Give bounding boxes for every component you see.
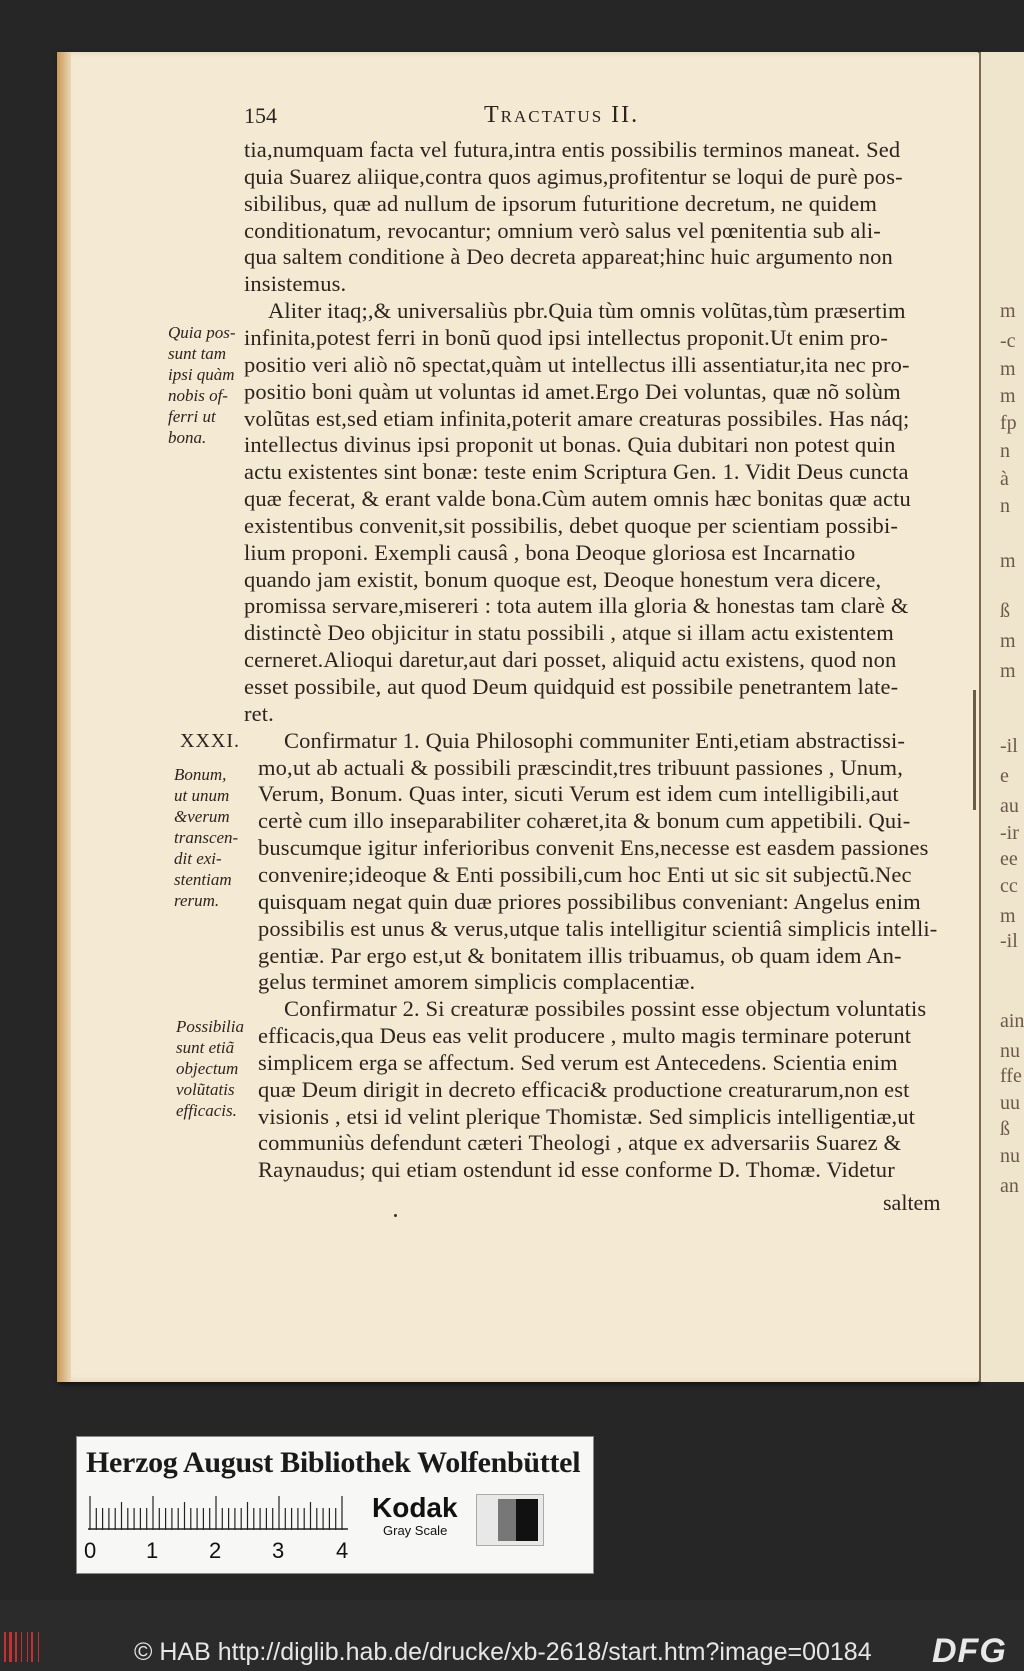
text-line: buscumque igitur inferioribus convenit Ens,necesse est easdem passiones xyxy=(258,835,929,861)
text-line: efficacis,qua Deus eas velit producere , multo magis terminare poterunt xyxy=(258,1023,912,1049)
ink-speck xyxy=(394,1214,397,1217)
barcode-bar xyxy=(38,1632,39,1662)
text-line: positio boni quàm ut voluntas id amet.Ergo Dei voluntas, quæ nõ solùm xyxy=(244,378,901,404)
marginal-line: ipsi quàm xyxy=(168,365,235,384)
text-line: quæ fecerat, & erant valde bona.Cùm autem omnis hæc bonitas quæ actu xyxy=(244,486,911,512)
text-line: distinctè Deo objicitur in statu possibili , atque si illam actu existentem xyxy=(244,620,894,646)
text-line: sibilibus, quæ ad nullum de ipsorum futuritione decretum, ne quidem xyxy=(244,190,878,216)
next-page-fragment: nu xyxy=(1000,1145,1020,1167)
next-page-fragment: ß xyxy=(1000,1118,1010,1140)
marginal-line: Possibilia xyxy=(176,1017,245,1036)
text-line: insistemus. xyxy=(244,271,347,297)
text-line: convenire;ideoque & Enti possibili,cum hoc Enti ut sic sit subjectũ.Nec xyxy=(258,861,912,887)
text-line: cerneret.Alioqui daretur,aut dari posset, aliquid actu existens, quod non xyxy=(244,647,897,673)
next-page-rule xyxy=(973,690,976,810)
text-line: communiùs defendunt cæteri Theologi , atque ex adversariis Suarez & xyxy=(258,1130,902,1156)
ruler-label: 0 xyxy=(84,1538,97,1563)
ruler-label: 3 xyxy=(272,1538,285,1563)
text-line: visionis , etsi id velint plerique Thomistæ. Sed simplicis intelligentiæ,ut xyxy=(258,1103,916,1129)
section-number: XXXI. xyxy=(180,730,240,752)
text-line: quando jam existit, bonum quoque est, Deoque honestum vera dicere, xyxy=(244,566,882,592)
library-name: Herzog August Bibliothek Wolfenbüttel xyxy=(86,1446,581,1479)
text-line: quisquam negat quin duæ priores possibilibus conveniant: Angelus enim xyxy=(258,888,921,914)
text-line: Verum, Bonum. Quas inter, sicuti Verum est idem cum intelligibili,aut xyxy=(258,781,899,807)
marginal-line: transcen- xyxy=(174,828,239,847)
text-line: conditionatum, revocantur; omnium verò salus vel pœnitentia sub ali- xyxy=(244,217,881,243)
text-line: Confirmatur 2. Si creaturæ possibiles possint esse objectum voluntatis xyxy=(284,996,927,1022)
next-page-fragment: e xyxy=(1000,765,1009,787)
marginal-line: stentiam xyxy=(174,870,232,889)
marginal-note xyxy=(176,1016,244,1121)
marginal-line: sunt tam xyxy=(168,344,227,363)
text-line: Raynaudus; qui etiam ostendunt id esse conforme D. Thomæ. Videtur xyxy=(258,1157,895,1183)
barcode-bar xyxy=(9,1632,12,1662)
text-line: actu existentes sint bonæ: teste enim Scriptura Gen. 1. Vidit Deus cuncta xyxy=(244,459,909,485)
text-line: quia Suarez aliique,contra quos agimus,profitentur se loqui de purè pos- xyxy=(244,163,903,189)
next-page-fragment: ee xyxy=(1000,848,1018,870)
barcode-bar xyxy=(21,1632,22,1662)
next-page-fragment: m xyxy=(1000,385,1016,407)
text-line: infinita,potest ferri in bonũ quod ipsi intellectus proponit.Ut enim pro- xyxy=(244,324,888,350)
next-page-fragment: ain xyxy=(1000,1010,1024,1032)
text-line: esset possibile, aut quod Deum quidquid est possibile penetrantem late- xyxy=(244,674,899,699)
text-line: ret. xyxy=(244,700,274,726)
running-title: Tractatus II. xyxy=(484,102,640,128)
text-line: volũtas est,sed etiam infinita,poterit amare creaturas possibiles. Has náq; xyxy=(244,405,910,431)
catchword: saltem xyxy=(883,1190,941,1215)
text-line: gelus terminet amorem simplicis complacentiæ. xyxy=(258,969,696,995)
text-line: promissa servare,misereri : tota autem illa gloria & honestas tam clarè & xyxy=(244,593,909,619)
marginal-line: rerum. xyxy=(174,891,220,910)
text-line: intellectus divinus ipsi proponit ut bonas. Quia dubitari non potest quin xyxy=(244,432,896,458)
next-page-fragment: m xyxy=(1000,358,1016,380)
page-number: 154 xyxy=(244,103,277,128)
ruler-label: 2 xyxy=(209,1538,222,1563)
next-page-fragment: à xyxy=(1000,468,1009,490)
text-line: mo,ut ab actuali & possibili præscindit,tres tribuunt passiones , Unum, xyxy=(258,754,903,780)
next-page-fragment: cc xyxy=(1000,875,1018,897)
next-page-fragment: fp xyxy=(1000,412,1017,434)
marginal-line: volũtatis xyxy=(176,1080,235,1099)
next-page-fragment: an xyxy=(1000,1175,1019,1197)
barcode-bar xyxy=(15,1632,17,1662)
marginal-line: efficacis. xyxy=(176,1101,237,1120)
text-line: gentiæ. Par ergo est,ut & bonitatem illis tribuamus, ob quam idem An- xyxy=(258,942,902,968)
text-line: Aliter itaq;,& universaliùs pbr.Quia tùm omnis volũtas,tùm præsertim xyxy=(268,298,906,324)
next-page-fragment: -c xyxy=(1000,330,1016,352)
next-page-fragment: -il xyxy=(1000,735,1018,757)
page-gutter-edge xyxy=(57,52,71,1382)
next-page-fragment: m xyxy=(1000,660,1016,682)
marginal-line: ut unum xyxy=(174,786,230,805)
next-page-fragment: au xyxy=(1000,795,1019,817)
next-page-fragment: ffe xyxy=(1000,1065,1022,1087)
dfg-logo: DFG xyxy=(932,1632,1007,1670)
text-line: qua saltem conditione à Deo decreta appareat;hinc huic argumento non xyxy=(244,244,893,270)
next-page-fragment: ß xyxy=(1000,600,1010,622)
text-line: certè cum illo inseparabiliter cohæret,ita & bonum cum appetibili. Qui- xyxy=(258,808,911,834)
gray-swatch xyxy=(476,1494,544,1546)
next-page-fragment: m xyxy=(1000,630,1016,652)
text-line: quæ Deum dirigit in decreto efficaci& productione creaturarum,non est xyxy=(258,1076,910,1102)
copyright-url[interactable]: © HAB http://diglib.hab.de/drucke/xb-2618/start.htm?image=00184 xyxy=(134,1638,872,1666)
marginal-line: bona. xyxy=(168,428,207,447)
marginal-line: ferri ut xyxy=(168,407,216,426)
marginal-line: sunt etiã xyxy=(176,1038,235,1057)
next-page-fragment: -il xyxy=(1000,930,1018,952)
text-line: possibilis est unus & verus,utque talis intelligitur scientiâ simplicis intelli- xyxy=(258,915,938,941)
kodak-logo: Kodak xyxy=(372,1492,458,1523)
marginal-note xyxy=(174,764,238,911)
barcode-bar xyxy=(4,1632,6,1662)
ruler-scale xyxy=(88,1496,348,1530)
text-line: tia,numquam facta vel futura,intra entis possibilis terminos maneat. Sed xyxy=(244,137,901,162)
next-page-fragment: nu xyxy=(1000,1040,1020,1062)
marginal-note xyxy=(168,322,236,448)
marginal-line: &verum xyxy=(174,807,230,826)
barcode-bar xyxy=(31,1632,33,1662)
marginal-line: Quia pos- xyxy=(168,323,236,342)
barcode-icon xyxy=(2,1630,46,1664)
next-page-fragment: uu xyxy=(1000,1092,1020,1114)
text-line: Confirmatur 1. Quia Philosophi communiter Enti,etiam abstractissi- xyxy=(284,727,906,753)
ruler-label: 4 xyxy=(336,1538,349,1563)
marginal-line: nobis of- xyxy=(168,386,228,405)
gray-scale-label: Gray Scale xyxy=(383,1523,448,1538)
next-page-fragment: m xyxy=(1000,300,1016,322)
text-line: simplicem erga se affectum. Sed verum est Antecedens. Scientia enim xyxy=(258,1049,898,1075)
barcode-bar xyxy=(27,1632,28,1662)
ruler-label: 1 xyxy=(146,1538,159,1563)
next-page-fragment: m xyxy=(1000,905,1016,927)
text-line: existentibus convenit,sit possibilis, debet quoque per scientiam possibi- xyxy=(244,512,898,538)
marginal-line: dit exi- xyxy=(174,849,222,868)
text-line: positio veri aliò nõ spectat,quàm ut intellectus illi assentiatur,ita nec pro- xyxy=(244,351,910,377)
marginal-line: Bonum, xyxy=(174,765,227,784)
marginal-line: objectum xyxy=(176,1059,239,1078)
text-line: lium proponi. Exempli causâ , bona Deoque gloriosa est Incarnatio xyxy=(244,539,856,565)
next-page-fragment: n xyxy=(1000,440,1010,462)
next-page-fragment: -ir xyxy=(1000,822,1019,844)
next-page-fragment: n xyxy=(1000,495,1010,517)
next-page-fragment: m xyxy=(1000,550,1016,572)
